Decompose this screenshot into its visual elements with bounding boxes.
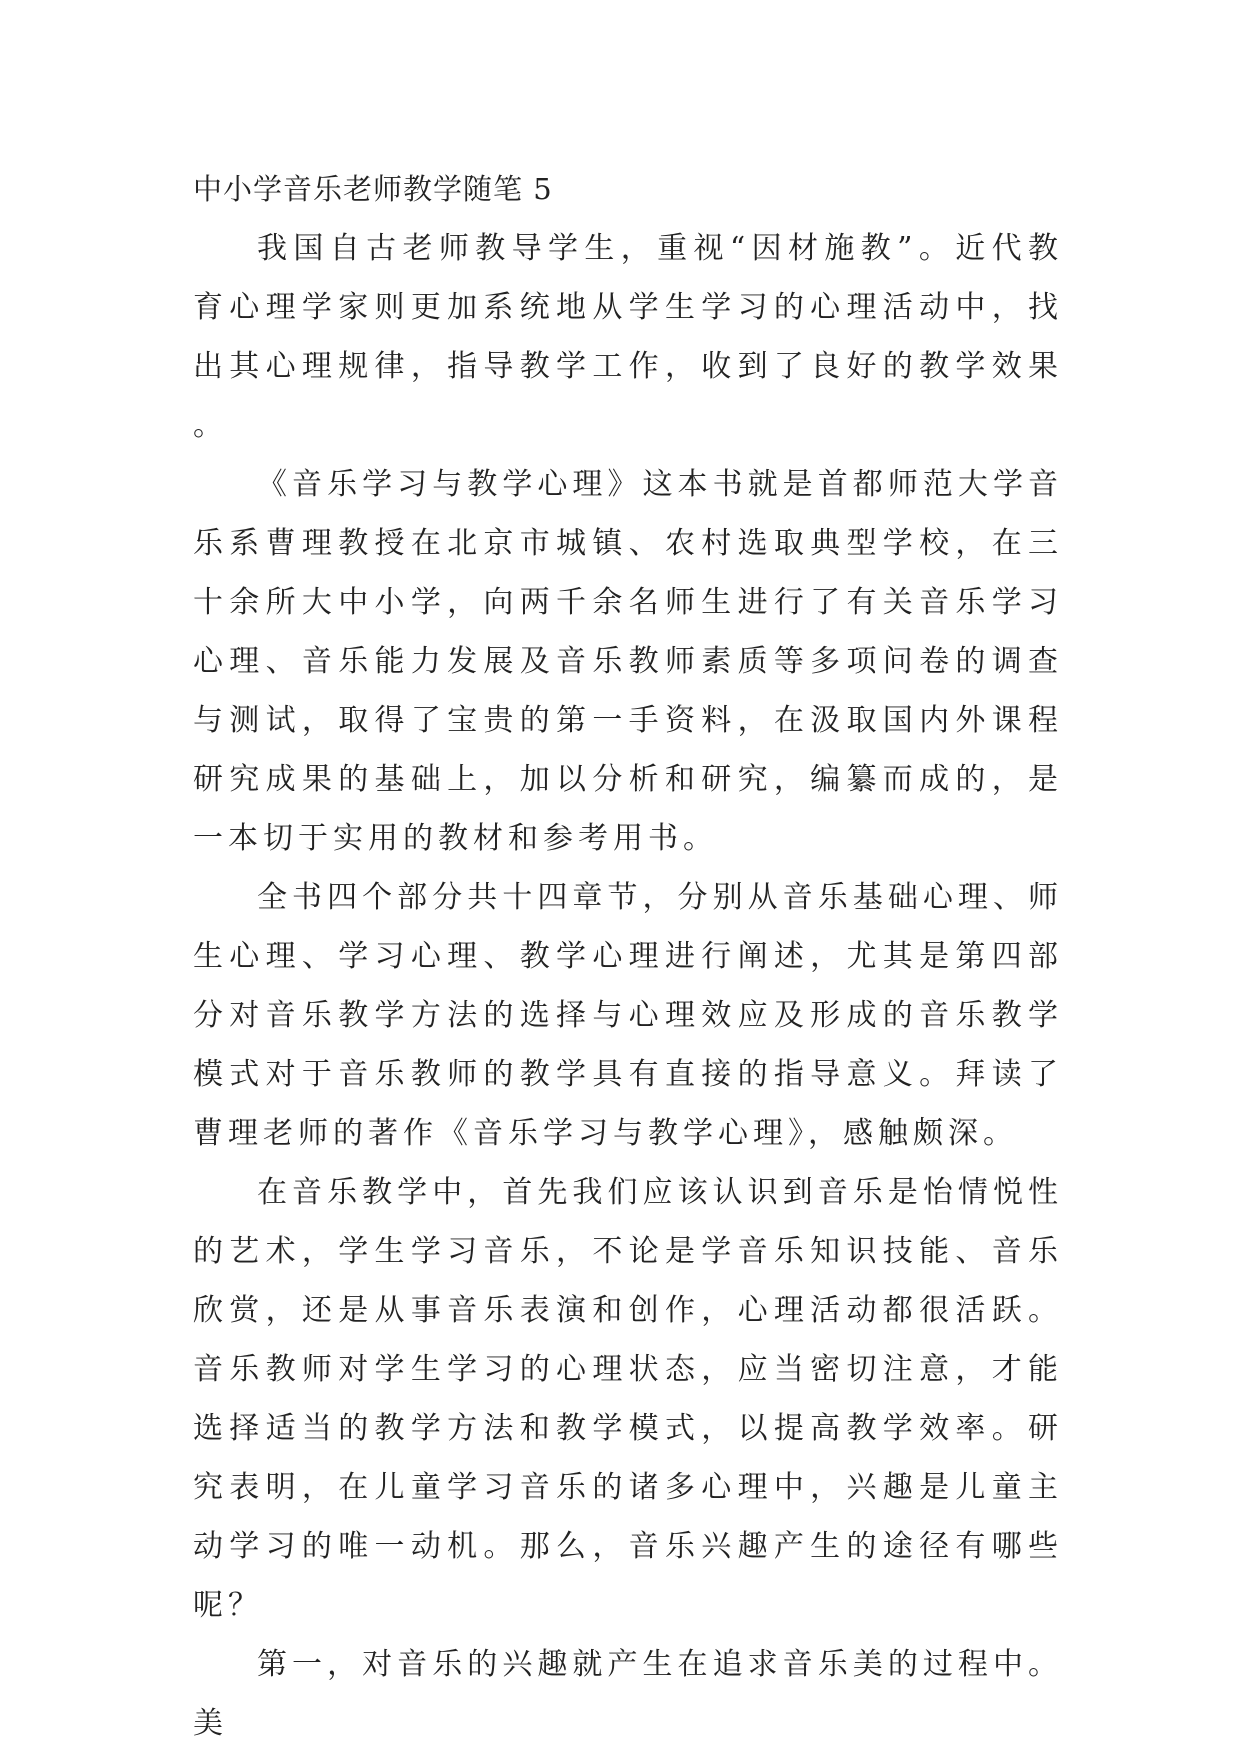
document-title: 中小学音乐老师教学随笔 5	[193, 172, 553, 206]
document-body	[193, 160, 1063, 1753]
paragraph-5: 第一，对音乐的兴趣就产生在追求音乐美的过程中。美	[193, 1647, 1063, 1741]
paragraph-4: 在音乐教学中，首先我们应该认识到音乐是怡情悦性的艺术，学生学习音乐，不论是学音乐知识技能、音乐欣赏，还是从事音乐表演和创作，心理活动都很活跃。音乐教师对学生学习的心理状态，应当密切注意，才能选择适当的教学方法和教学模式，以提高教学效率。研究表明，在儿童学习音乐的诸多心理中，兴趣是儿童主动学习的唯一动机。那么，音乐兴趣产生的途径有哪些呢？	[193, 1175, 1063, 1623]
paragraph-3: 全书四个部分共十四章节，分别从音乐基础心理、师生心理、学习心理、教学心理进行阐述，尤其是第四部分对音乐教学方法的选择与心理效应及形成的音乐教学模式对于音乐教师的教学具有直接的指导意义。拜读了曹理老师的著作《音乐学习与教学心理》，感触颇深。	[193, 880, 1063, 1151]
paragraph-2: 《音乐学习与教学心理》这本书就是首都师范大学音乐系曹理教授在北京市城镇、农村选取典型学校，在三十余所大中小学，向两千余名师生进行了有关音乐学习心理、音乐能力发展及音乐教师素质等多项问卷的调查与测试，取得了宝贵的第一手资料，在汲取国内外课程研究成果的基础上，加以分析和研究，编纂而成的，是一本切于实用的教材和参考用书。	[193, 467, 1063, 856]
paragraph-1: 我国自古老师教导学生，重视“因材施教”。近代教育心理学家则更加系统地从学生学习的心理活动中，找出其心理规律，指导教学工作，收到了良好的教学效果。	[193, 231, 1063, 443]
